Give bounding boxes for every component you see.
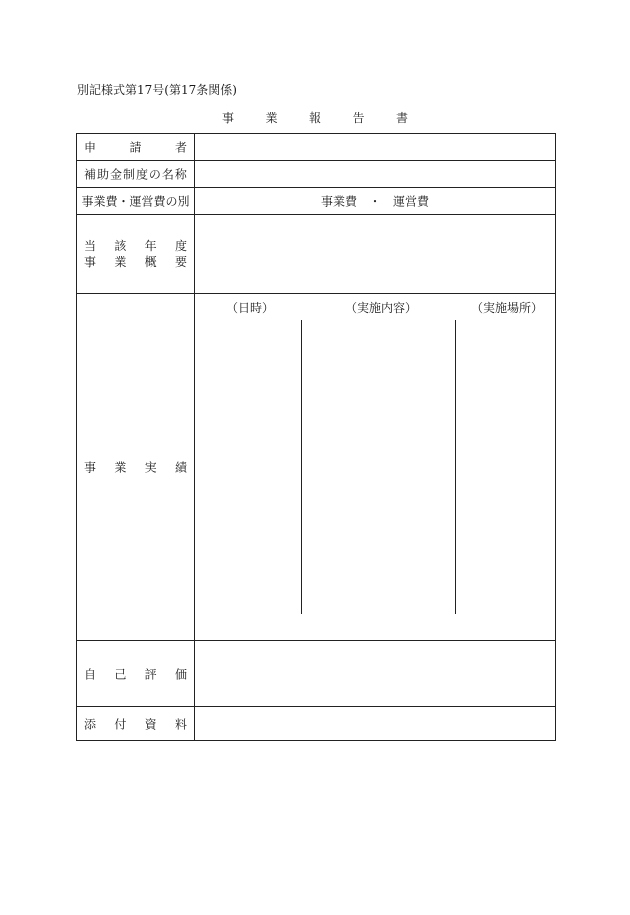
label-char: 要 bbox=[174, 255, 187, 269]
label-char: 概 bbox=[144, 255, 157, 269]
label-char: 事 bbox=[84, 460, 97, 475]
row-results bbox=[77, 293, 555, 640]
label-char: 料 bbox=[174, 717, 187, 731]
label-char: 添 bbox=[84, 717, 97, 731]
label-char: 度 bbox=[135, 167, 148, 182]
label-char: 金 bbox=[109, 167, 122, 182]
label-char: 業 bbox=[114, 255, 127, 269]
label-char: 該 bbox=[114, 239, 127, 253]
subsidy-name-field[interactable] bbox=[195, 161, 555, 187]
label-char: 名 bbox=[161, 167, 174, 182]
expense-type-label-text: 事業費・運営費の別 bbox=[81, 194, 190, 209]
label-char: 請 bbox=[129, 140, 142, 155]
form-number: 別記様式第17号(第17条関係) bbox=[77, 83, 237, 97]
label-char: 制 bbox=[122, 167, 135, 182]
document-title bbox=[222, 109, 408, 126]
label-char: 度 bbox=[174, 239, 187, 253]
fiscal-summary-field[interactable] bbox=[195, 215, 555, 293]
title-char: 告 bbox=[352, 111, 365, 125]
title-char: 報 bbox=[308, 111, 321, 125]
label-char: 資 bbox=[144, 717, 157, 731]
label-char: 付 bbox=[114, 717, 127, 731]
place-column-header: （実施場所） bbox=[471, 301, 544, 315]
attachments-label bbox=[77, 707, 195, 740]
subsidy-name-label bbox=[77, 161, 195, 187]
row-attachments bbox=[77, 706, 555, 740]
row-expense-type bbox=[77, 187, 555, 214]
expense-type-field[interactable] bbox=[195, 188, 555, 214]
label-char: の bbox=[148, 167, 161, 182]
self-evaluation-label bbox=[77, 641, 195, 706]
row-applicant bbox=[77, 134, 555, 160]
row-self-evaluation bbox=[77, 640, 555, 706]
date-column-header: （日時） bbox=[226, 301, 275, 315]
label-char: 当 bbox=[84, 239, 97, 253]
expense-type-label bbox=[77, 188, 195, 214]
label-char: 事 bbox=[84, 255, 97, 269]
label-char: 称 bbox=[174, 167, 187, 182]
applicant-label bbox=[77, 134, 195, 160]
label-char: 業 bbox=[114, 460, 127, 475]
results-field[interactable] bbox=[195, 294, 555, 640]
label-char: 者 bbox=[174, 140, 187, 155]
label-char: 年 bbox=[144, 239, 157, 253]
expense-type-options: 事業費 ・ 運営費 bbox=[320, 194, 429, 209]
label-char: 価 bbox=[174, 667, 187, 681]
row-fiscal-summary bbox=[77, 214, 555, 293]
attachments-field[interactable] bbox=[195, 707, 555, 740]
title-char: 業 bbox=[265, 111, 278, 125]
label-char: 己 bbox=[114, 667, 127, 681]
label-char: 績 bbox=[174, 460, 187, 475]
report-form-table bbox=[76, 133, 556, 741]
row-subsidy-name bbox=[77, 160, 555, 187]
title-char: 書 bbox=[395, 111, 408, 125]
label-char: 実 bbox=[144, 460, 157, 475]
fiscal-summary-label bbox=[77, 215, 195, 293]
column-divider bbox=[301, 320, 302, 614]
applicant-field[interactable] bbox=[195, 134, 555, 160]
title-char: 事 bbox=[222, 111, 235, 125]
results-label bbox=[77, 294, 195, 640]
label-char: 申 bbox=[84, 140, 97, 155]
label-char: 助 bbox=[96, 167, 109, 182]
self-evaluation-field[interactable] bbox=[195, 641, 555, 706]
content-column-header: （実施内容） bbox=[345, 301, 418, 315]
column-divider bbox=[455, 320, 456, 614]
label-char: 評 bbox=[144, 667, 157, 681]
label-char: 補 bbox=[84, 167, 97, 182]
label-char: 自 bbox=[84, 667, 97, 681]
